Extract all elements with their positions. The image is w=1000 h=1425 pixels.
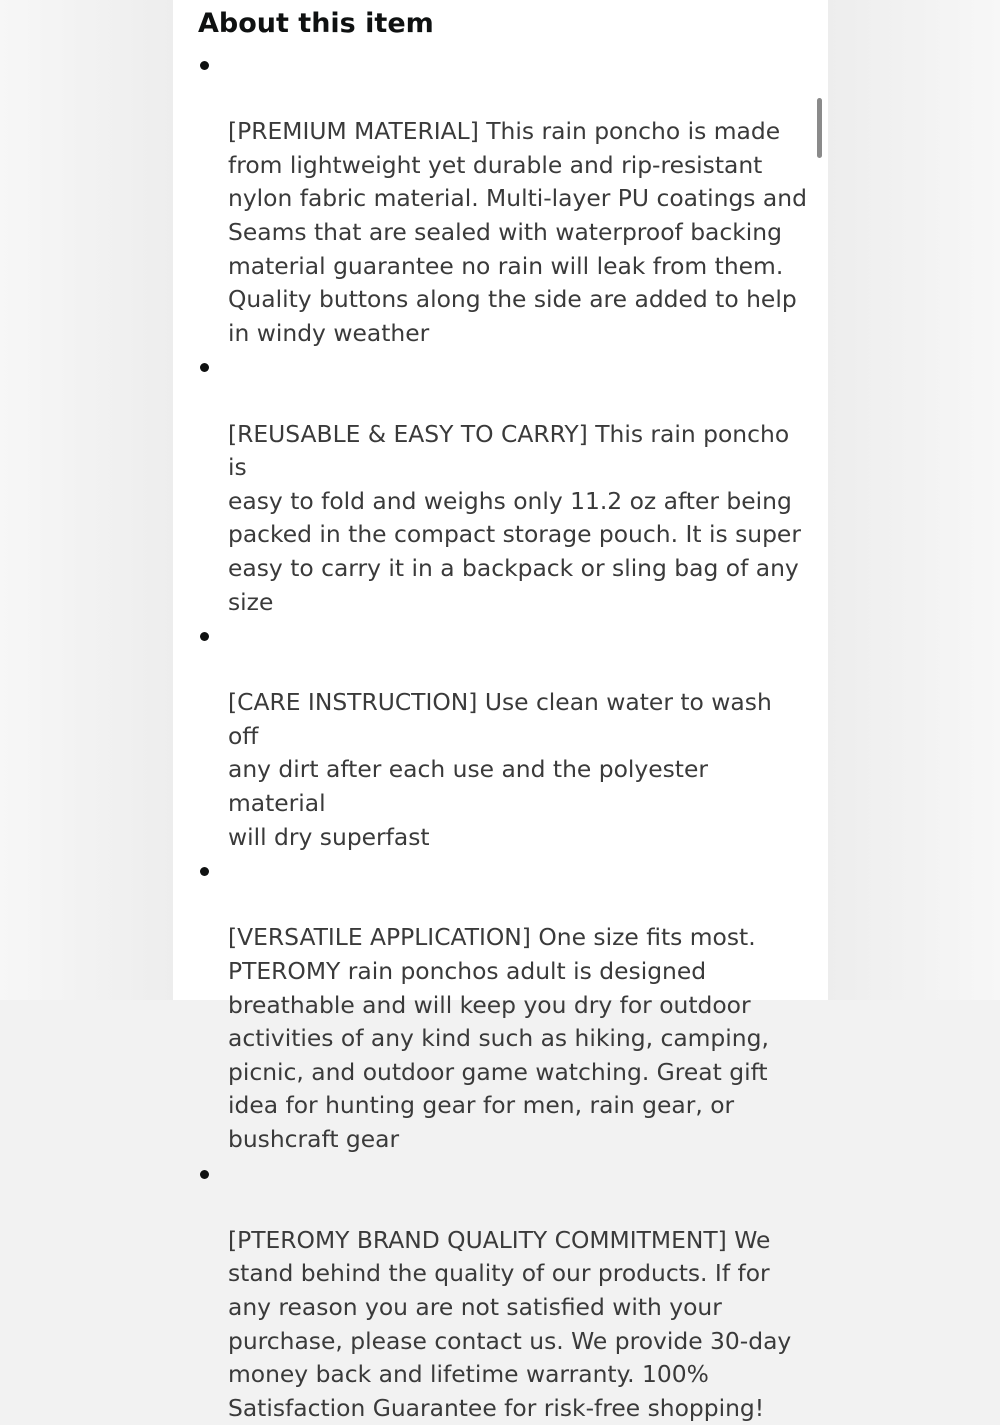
bullet-text: [VERSATILE APPLICATION] One size fits most. PTEROMY rain ponchos adult is designed breathable and will keep you dry for outdoor activities of any kind such as hiking, camping, picnic, and outdoor game watching. Great gift idea for hunting gear for men, rain gear, or bushcraft gear [228,923,769,1153]
bullet-text: [PREMIUM MATERIAL] This rain poncho is made from lightweight yet durable and rip-resistant nylon fabric material. Multi-layer PU coatings and Seams that are sealed with waterproof backing material guarantee no rain will leak from them. Quality buttons along the side are added to help in windy weather [228,117,807,347]
feature-bullet-list [173,48,813,1425]
background-left [0,0,173,1000]
bullet-text: [CARE INSTRUCTION] Use clean water to wash off any dirt after each use and the polyester material will dry superfast [228,688,772,851]
feature-bullet-premium-material [173,48,813,350]
feature-bullet-reusable [173,350,813,619]
bullet-text: [REUSABLE & EASY TO CARRY] This rain poncho is easy to fold and weighs only 11.2 oz after being packed in the compact storage pouch. It is super easy to carry it in a backpack or sling bag of any size [228,419,801,616]
scrollbar-thumb[interactable] [817,98,822,158]
about-item-panel [173,0,828,1422]
section-title: About this item [198,8,434,39]
background-right [828,0,1000,1000]
feature-bullet-care-instruction [173,619,813,854]
feature-bullet-versatile-application [173,854,813,1156]
bullet-text: [PTEROMY BRAND QUALITY COMMITMENT] We stand behind the quality of our products. If for any reason you are not satisfied with your purchase, please contact us. We provide 30-day money back and lifetime warranty. 100% Satisfaction Guarantee for risk-free shopping! [228,1225,792,1422]
bullet-dot-icon [200,61,209,70]
bullet-dot-icon [200,867,209,876]
bullet-dot-icon [200,1170,209,1179]
feature-bullet-quality-commitment [173,1157,813,1425]
bullet-dot-icon [200,632,209,641]
bullet-dot-icon [200,363,209,372]
